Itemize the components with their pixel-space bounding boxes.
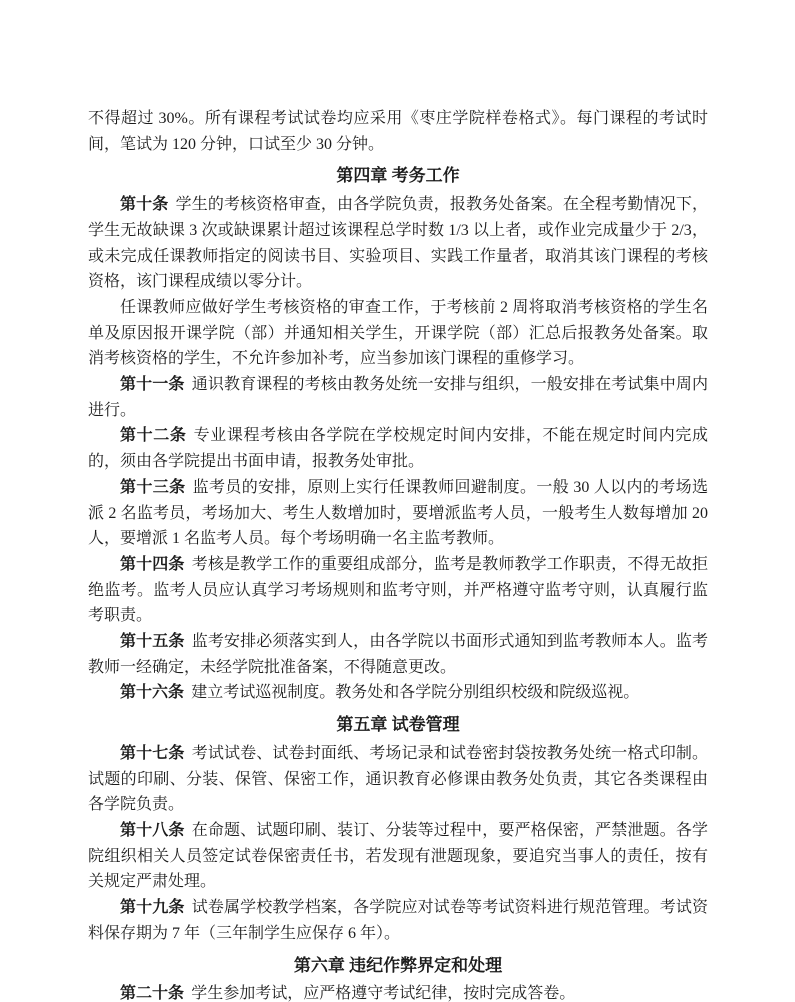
article-number-label: 第十条 — [120, 196, 169, 214]
article-text: 通识教育课程的考核由教务处统一安排与组织，一般安排在考试集中周内进行。 — [88, 376, 708, 419]
article-paragraph — [88, 552, 708, 629]
article-text: 在命题、试题印刷、装订、分装等过程中，要严格保密，严禁泄题。各学院组织相关人员签定试卷保密责任书，若发现有泄题现象，要追究当事人的责任，按有关规定严肃处理。 — [88, 821, 708, 891]
chapter-heading: 第四章 考务工作 — [336, 166, 460, 186]
article-paragraph — [88, 192, 708, 295]
article-number-label: 第十一条 — [120, 376, 185, 394]
article-number-label: 第十七条 — [120, 744, 185, 762]
article-paragraph — [88, 895, 708, 946]
article-text: 学生的考核资格审查，由各学院负责，报教务处备案。在全程考勤情况下，学生无故缺课 3 次或缺课累计超过该课程总学时数 1/3 以上者，或作业完成量少于 2/3，或未完成任课教师指定的阅读书目、实验项目、实践工作量者，取消其该门课程的考核资格，该门课程成绩以零分计。 — [88, 196, 708, 291]
article-paragraph: 任课教师应做好学生考核资格的审查工作，于考核前 2 周将取消考核资格的学生名单及原因报开课学院（部）并通知相关学生，开课学院（部）汇总后报教务处备案。取消考核资格的学生，不允许参加补考，应当参加该门课程的重修学习。 — [88, 298, 708, 368]
article-paragraph — [88, 475, 708, 552]
article-number-label: 第十四条 — [120, 555, 185, 573]
article-paragraph — [88, 818, 708, 895]
article-paragraph — [88, 741, 708, 818]
article-paragraph — [88, 680, 708, 706]
article-number-label: 第十二条 — [120, 427, 187, 445]
article-number-label: 第十六条 — [120, 684, 185, 702]
article-text: 专业课程考核由各学院在学校规定时间内安排，不能在规定时间内完成的，须由各学院提出书面申请，报教务处审批。 — [88, 427, 708, 471]
article-paragraph: 不得超过 30%。所有课程考试试卷均应采用《枣庄学院样卷格式》。每门课程的考试时间，笔试为 120 分钟，口试至少 30 分钟。 — [88, 110, 708, 153]
article-text: 建立考试巡视制度。教务处和各学院分别组织校级和院级巡视。 — [191, 684, 640, 702]
article-text: 考核是教学工作的重要组成部分，监考是教师教学工作职责，不得无故拒绝监考。监考人员应认真学习考场规则和监考守则，并严格遵守监考守则，认真履行监考职责。 — [88, 555, 708, 625]
article-paragraph — [88, 423, 708, 474]
article-number-label: 第十八条 — [120, 821, 185, 839]
article-number-label: 第二十条 — [120, 985, 185, 1002]
chapter-heading: 第五章 试卷管理 — [336, 715, 460, 735]
article-paragraph — [88, 372, 708, 423]
document-content — [88, 106, 708, 1002]
article-text: 考试试卷、试卷封面纸、考场记录和试卷密封袋按教务处统一格式印制。试题的印刷、分装、保管、保密工作，通识教育必修课由教务处负责，其它各类课程由各学院负责。 — [88, 744, 708, 814]
article-text: 学生参加考试，应严格遵守考试纪律，按时完成答卷。 — [191, 985, 576, 1002]
article-paragraph — [88, 981, 708, 1002]
article-text: 监考员的安排，原则上实行任课教师回避制度。一般 30 人以内的考场选派 2 名监考员，考场加大、考生人数增加时，要增派监考人员，一般考生人数每增加 20 人，要增派 1 名监考人员。每个考场明确一名主监考教师。 — [88, 478, 708, 548]
article-number-label: 第十五条 — [120, 633, 185, 651]
article-number-label: 第十九条 — [120, 899, 185, 917]
article-paragraph — [88, 629, 708, 680]
article-text: 试卷属学校教学档案，各学院应对试卷等考试资料进行规范管理。考试资料保存期为 7 年（三年制学生应保存 6 年）。 — [88, 899, 708, 942]
article-text: 监考安排必须落实到人，由各学院以书面形式通知到监考教师本人。监考教师一经确定，未经学院批准备案，不得随意更改。 — [88, 633, 708, 676]
article-number-label: 第十三条 — [120, 478, 186, 496]
chapter-heading: 第六章 违纪作弊界定和处理 — [293, 955, 503, 975]
